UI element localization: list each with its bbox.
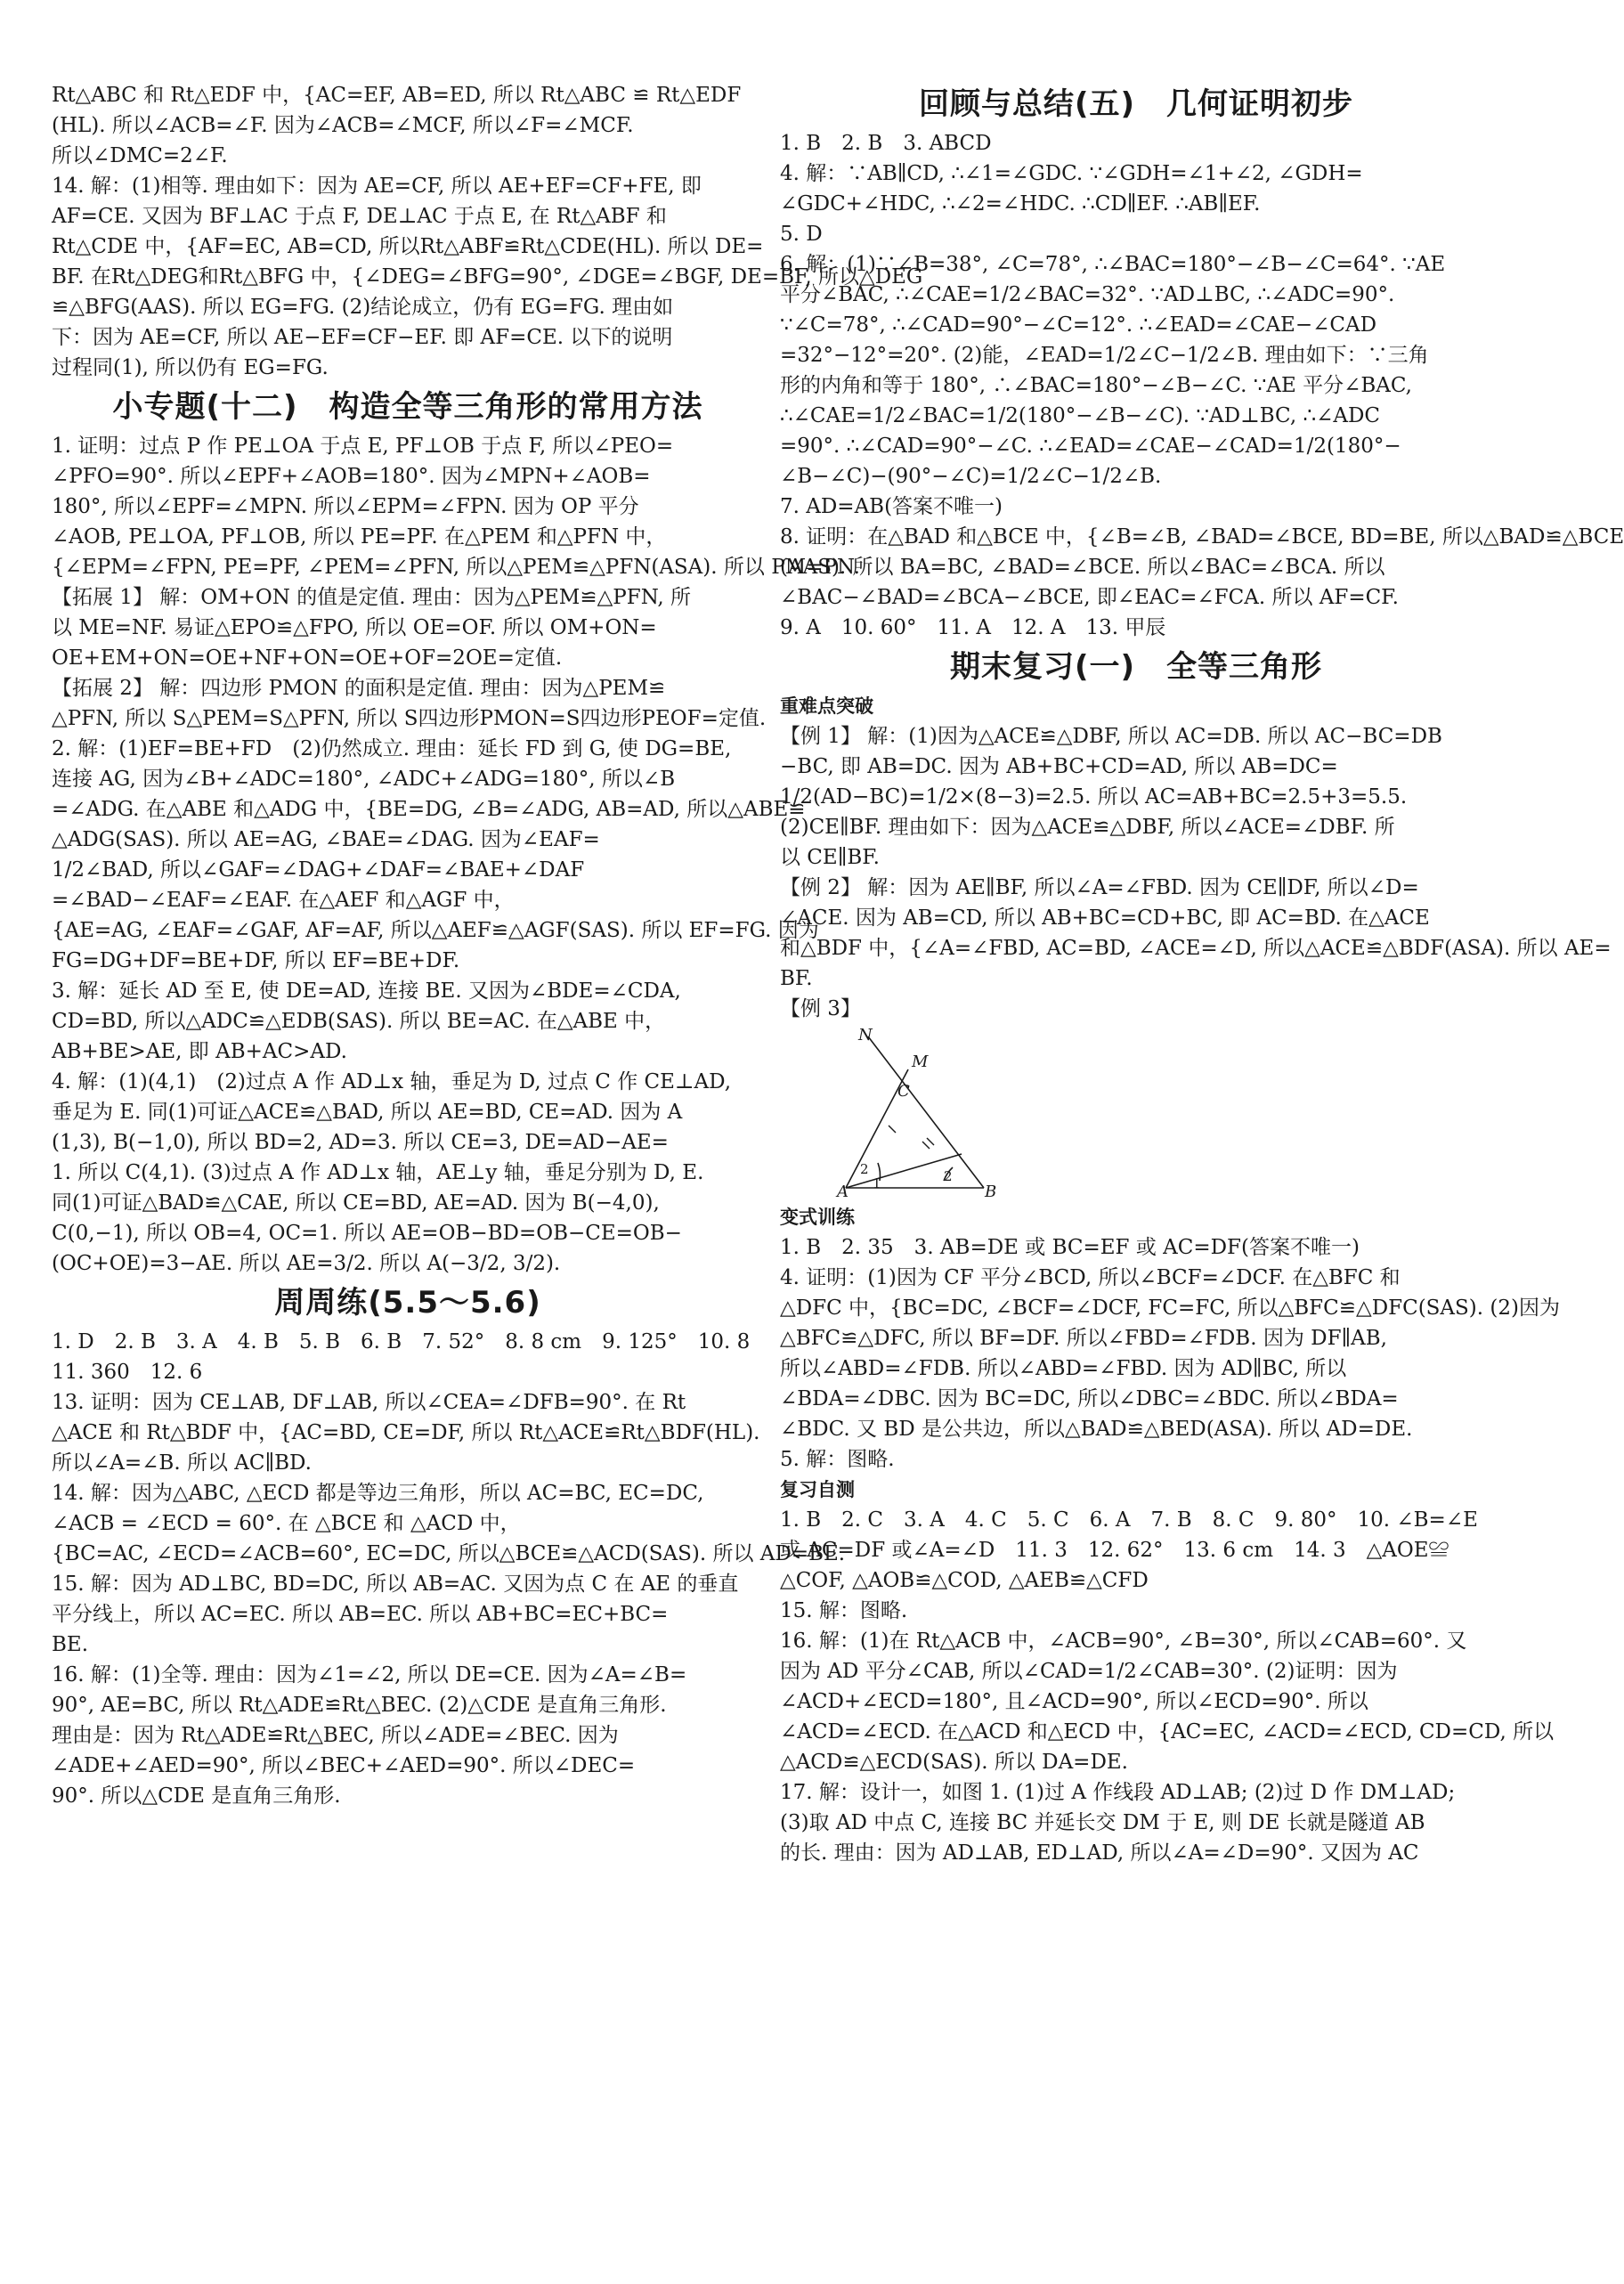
text-line: ∵∠C=78°, ∴∠CAD=90°−∠C=12°. ∴∠EAD=∠CAE−∠CAD	[780, 313, 1377, 337]
text-line: (HL). 所以∠ACB=∠F. 因为∠ACB=∠MCF, 所以∠F=∠MCF.	[52, 114, 634, 137]
text-line: 1. B 2. C 3. A 4. C 5. C 6. A 7. B 8. C 9. 80° 10. ∠B=∠E	[780, 1508, 1478, 1532]
text-line: 180°, 所以∠EPF=∠MPN. 所以∠EPM=∠FPN. 因为 OP 平分	[52, 495, 639, 518]
text-line: 形的内角和等于 180°, ∴∠BAC=180°−∠B−∠C. ∵AE 平分∠BAC,	[780, 374, 1412, 397]
text-line: =90°. ∴∠CAD=90°−∠C. ∴∠EAD=∠CAE−∠CAD=1/2(180°−	[780, 435, 1401, 458]
text-line: −BC, 即 AB=DC. 因为 AB+BC+CD=AD, 所以 AB=DC=	[780, 755, 1338, 778]
text-line: (3)取 AD 中点 C, 连接 BC 并延长交 DM 于 E, 则 DE 长就是隧道 AB	[780, 1811, 1425, 1834]
text-line: ≌△BFG(AAS). 所以 EG=FG. (2)结论成立，仍有 EG=FG. 理由如	[52, 296, 674, 319]
text-line: CD=BD, 所以△ADC≌△EDB(SAS). 所以 BE=AC. 在△ABE 中，	[52, 1010, 666, 1033]
text-line: 16. 解：(1)全等. 理由：因为∠1=∠2, 所以 DE=CE. 因为∠A=∠B=	[52, 1663, 687, 1687]
text-line: 同(1)可证△BAD≌△CAE, 所以 CE=BD, AE=AD. 因为 B(−4,0),	[52, 1191, 660, 1215]
text-line: ∠BAC−∠BAD=∠BCA−∠BCE, 即∠EAC=∠FCA. 所以 AF=CF.	[780, 586, 1399, 609]
text-line: Rt△CDE 中，{AF=EC, AB=CD, 所以Rt△ABF≌Rt△CDE(HL). 所以 DE=	[52, 235, 764, 258]
text-line: 17. 解：设计一，如图 1. (1)过 A 作线段 AD⊥AB; (2)过 D 作 DM⊥AD;	[780, 1781, 1456, 1804]
text-line: 下：因为 AE=CF, 所以 AE−EF=CF−EF. 即 AF=CE. 以下的说明	[52, 326, 673, 349]
text-line: 4. 解：(1)(4,1) (2)过点 A 作 AD⊥x 轴，垂足为 D, 过点 C 作 CE⊥AD,	[52, 1070, 732, 1093]
text-line: 8. 证明：在△BAD 和△BCE 中，{∠B=∠B, ∠BAD=∠BCE, BD=BE, 所以△BAD≌△BCE	[780, 525, 1624, 549]
text-line: △COF, △AOB≌△COD, △AEB≌△CFD	[780, 1569, 1149, 1592]
text-line: ∠ADE+∠AED=90°, 所以∠BEC+∠AED=90°. 所以∠DEC=	[52, 1754, 636, 1777]
text-line: 14. 解：因为△ABC, △ECD 都是等边三角形，所以 AC=BC, EC=DC,	[52, 1482, 704, 1505]
subsection-title: 变式训练	[780, 1207, 855, 1228]
text-line: BE.	[52, 1633, 89, 1656]
text-line: ∠B−∠C)−(90°−∠C)=1/2∠C−1/2∠B.	[780, 465, 1162, 488]
text-line: 所以∠DMC=2∠F.	[52, 144, 228, 167]
text-line: 【拓展 2】 解：四边形 PMON 的面积是定值. 理由：因为△PEM≌	[52, 677, 666, 700]
tick-mark-2	[922, 1142, 930, 1149]
subsection-title: 重难点突破	[780, 695, 873, 717]
section-title: 期末复习(一) 全等三角形	[949, 649, 1323, 685]
text-line: △BFC≌△DFC, 所以 BF=DF. 所以∠FBD=∠FDB. 因为 DF∥AB,	[780, 1327, 1387, 1350]
angle-label-2: 2	[860, 1161, 869, 1177]
text-line: ∠PFO=90°. 所以∠EPF+∠AOB=180°. 因为∠MPN+∠AOB=	[52, 465, 651, 488]
text-line: 以 CE∥BF.	[780, 846, 880, 869]
text-line: 或 AC=DF 或∠A=∠D 11. 3 12. 62° 13. 6 cm 14. 3 △AOE≌	[780, 1539, 1449, 1562]
text-line: {∠EPM=∠FPN, PE=PF, ∠PEM=∠PFN, 所以△PEM≌△PFN(ASA). 所以 PM=PN.	[52, 556, 860, 579]
text-line: AF=CE. 又因为 BF⊥AC 于点 F, DE⊥AC 于点 E, 在 Rt△ABF 和	[52, 205, 667, 228]
text-line: 【拓展 1】 解：OM+ON 的值是定值. 理由：因为△PEM≌△PFN, 所	[52, 586, 692, 609]
text-line: {AE=AG, ∠EAF=∠GAF, AF=AF, 所以△AEF≌△AGF(SAS). 所以 EF=FG. 因为	[52, 919, 819, 942]
text-line: (AAS). 所以 BA=BC, ∠BAD=∠BCE. 所以∠BAC=∠BCA. 所以	[780, 556, 1385, 579]
text-line: Rt△ABC 和 Rt△EDF 中，{AC=EF, AB=ED, 所以 Rt△ABC ≌ Rt△EDF	[52, 84, 742, 107]
text-line: ∠AOB, PE⊥OA, PF⊥OB, 所以 PE=PF. 在△PEM 和△PFN 中，	[52, 525, 667, 549]
text-line: 过程同(1), 所以仍有 EG=FG.	[52, 356, 329, 379]
text-line: 13. 证明：因为 CE⊥AB, DF⊥AB, 所以∠CEA=∠DFB=90°. 在 Rt	[52, 1391, 686, 1414]
text-line: 15. 解：因为 AD⊥BC, BD=DC, 所以 AB=AC. 又因为点 C 在 AE 的垂直	[52, 1573, 739, 1596]
text-line: ∠ACD=∠ECD. 在△ACD 和△ECD 中，{AC=EC, ∠ACD=∠ECD, CD=CD, 所以	[780, 1720, 1555, 1743]
text-line: 1/2∠BAD, 所以∠GAF=∠DAG+∠DAF=∠BAE+∠DAF	[52, 858, 585, 882]
text-line: (2)CE∥BF. 理由如下：因为△ACE≌△DBF, 所以∠ACE=∠DBF. 所	[780, 816, 1395, 839]
text-line: ∠BDA=∠DBC. 因为 BC=DC, 所以∠DBC=∠BDC. 所以∠BDA=	[780, 1387, 1399, 1410]
text-line: 14. 解：(1)相等. 理由如下：因为 AE=CF, 所以 AE+EF=CF+FE, 即	[52, 175, 702, 198]
text-line: 1. D 2. B 3. A 4. B 5. B 6. B 7. 52° 8. 8 cm 9. 125° 10. 8	[52, 1330, 751, 1353]
text-line: AB+BE>AE, 即 AB+AC>AD.	[52, 1040, 347, 1063]
tick-mark-3	[927, 1138, 934, 1145]
text-line: 5. 解：图略.	[780, 1448, 895, 1471]
tick-mark-1	[889, 1126, 896, 1133]
text-line: 1. B 2. 35 3. AB=DE 或 BC=EF 或 AC=DF(答案不唯一)	[780, 1236, 1360, 1259]
text-line: △PFN, 所以 S△PEM=S△PFN, 所以 S四边形PMON=S四边形PEOF=定值.	[52, 707, 767, 730]
text-line: 90°, AE=BC, 所以 Rt△ADE≌Rt△BEC. (2)△CDE 是直角三角形.	[52, 1694, 667, 1717]
text-line: =∠BAD−∠EAF=∠EAF. 在△AEF 和△AGF 中，	[52, 889, 515, 912]
text-line: 所以∠A=∠B. 所以 AC∥BD.	[52, 1451, 312, 1475]
text-line: BF.	[780, 967, 813, 990]
text-line: =∠ADG. 在△ABE 和△ADG 中，{BE=DG, ∠B=∠ADG, AB=AD, 所以△ABE≌	[52, 798, 806, 821]
text-line: OE+EM+ON=OE+NF+ON=OE+OF=2OE=定值.	[52, 646, 563, 670]
text-line: 90°. 所以△CDE 是直角三角形.	[52, 1784, 341, 1808]
text-line: △ACD≌△ECD(SAS). 所以 DA=DE.	[780, 1751, 1128, 1774]
text-line: 16. 解：(1)在 Rt△ACB 中，∠ACB=90°, ∠B=30°, 所以∠CAB=60°. 又	[780, 1630, 1467, 1653]
text-line: ∠GDC+∠HDC, ∴∠2=∠HDC. ∴CD∥EF. ∴AB∥EF.	[780, 192, 1261, 215]
text-line: 6. 解：(1)∵∠B=38°, ∠C=78°, ∴∠BAC=180°−∠B−∠C=64°. ∵AE	[780, 253, 1446, 276]
text-line: ∠BDC. 又 BD 是公共边，所以△BAD≌△BED(ASA). 所以 AD=DE.	[780, 1418, 1413, 1441]
text-line: 所以∠ABD=∠FDB. 所以∠ABD=∠FBD. 因为 AD∥BC, 所以	[780, 1357, 1347, 1380]
text-line: FG=DG+DF=BE+DF, 所以 EF=BE+DF.	[52, 949, 460, 972]
text-line: 9. A 10. 60° 11. A 12. A 13. 甲辰	[780, 616, 1166, 639]
text-line: BF. 在Rt△DEG和Rt△BFG 中，{∠DEG=∠BFG=90°, ∠DGE=∠BGF, DE=BF, 所以△DEG	[52, 265, 923, 289]
text-line: △ACE 和 Rt△BDF 中，{AC=BD, CE=DF, 所以 Rt△ACE≌Rt△BDF(HL).	[52, 1421, 760, 1444]
text-line: (1,3), B(−1,0), 所以 BD=2, AD=3. 所以 CE=3, DE=AD−AE=	[52, 1131, 669, 1154]
text-line: 平分线上，所以 AC=EC. 所以 AB=EC. 所以 AB+BC=EC+BC=	[52, 1603, 669, 1626]
text-line: ∠ACB = ∠ECD = 60°. 在 △BCE 和 △ACD 中，	[52, 1512, 521, 1535]
text-line: 7. AD=AB(答案不唯一)	[780, 495, 1003, 518]
text-line: 理由是：因为 Rt△ADE≌Rt△BEC, 所以∠ADE=∠BEC. 因为	[52, 1724, 619, 1747]
text-line: 以 ME=NF. 易证△EPO≌△FPO, 所以 OE=OF. 所以 OM+ON=	[52, 616, 657, 639]
label-n: N	[858, 1026, 873, 1044]
text-line: 5. D	[780, 223, 823, 246]
label-c: C	[897, 1082, 910, 1101]
text-line: {BC=AC, ∠ECD=∠ACB=60°, EC=DC, 所以△BCE≌△ACD(SAS). 所以 AD=BE.	[52, 1542, 846, 1565]
text-line: 连接 AG, 因为∠B+∠ADC=180°, ∠ADC+∠ADG=180°, 所以∠B	[52, 768, 676, 791]
text-line: 【例 1】 解：(1)因为△ACE≌△DBF, 所以 AC=DB. 所以 AC−BC=DB	[780, 725, 1442, 748]
text-line: 1. 所以 C(4,1). (3)过点 A 作 AD⊥x 轴，AE⊥y 轴，垂足分别为 D, E.	[52, 1161, 704, 1184]
text-line: 11. 360 12. 6	[52, 1361, 203, 1384]
text-line: C(0,−1), 所以 OB=4, OC=1. 所以 AE=OB−BD=OB−CE=OB−	[52, 1222, 682, 1245]
text-line: 1. 证明：过点 P 作 PE⊥OA 于点 E, PF⊥OB 于点 F, 所以∠PEO=	[52, 435, 674, 458]
text-line: (OC+OE)=3−AE. 所以 AE=3/2. 所以 A(−3/2, 3/2).	[52, 1252, 561, 1275]
text-line: ∴∠CAE=1/2∠BAC=1/2(180°−∠B−∠C). ∵AD⊥BC, ∴∠ADC	[780, 404, 1381, 427]
text-line: 1/2(AD−BC)=1/2×(8−3)=2.5. 所以 AC=AB+BC=2.5+3=5.5.	[780, 785, 1408, 809]
text-line: 的长. 理由：因为 AD⊥AB, ED⊥AD, 所以∠A=∠D=90°. 又因为 AC	[780, 1841, 1419, 1865]
text-line: 因为 AD 平分∠CAB, 所以∠CAD=1/2∠CAB=30°. (2)证明：因为	[780, 1660, 1398, 1683]
text-line: ∠ACD+∠ECD=180°, 且∠ACD=90°, 所以∠ECD=90°. 所以	[780, 1690, 1368, 1713]
text-line: 垂足为 E. 同(1)可证△ACE≌△BAD, 所以 AE=BD, CE=AD. 因为 A	[52, 1101, 683, 1124]
section-title: 小专题(十二) 构造全等三角形的常用方法	[112, 389, 703, 425]
label-m: M	[912, 1053, 929, 1071]
text-line: 4. 证明：(1)因为 CF 平分∠BCD, 所以∠BCF=∠DCF. 在△BFC 和	[780, 1266, 1401, 1289]
text-line: 平分∠BAC, ∴∠CAE=1/2∠BAC=32°. ∵AD⊥BC, ∴∠ADC=90°.	[780, 283, 1395, 306]
text-line: 4. 解：∵AB∥CD, ∴∠1=∠GDC. ∵∠GDH=∠1+∠2, ∠GDH=	[780, 162, 1363, 185]
section-title: 回顾与总结(五) 几何证明初步	[918, 86, 1354, 122]
text-line: △ADG(SAS). 所以 AE=AG, ∠BAE=∠DAG. 因为∠EAF=	[52, 828, 600, 851]
text-line: 3. 解：延长 AD 至 E, 使 DE=AD, 连接 BE. 又因为∠BDE=∠CDA,	[52, 979, 681, 1003]
subsection-title: 复习自测	[780, 1479, 855, 1500]
label-b: B	[985, 1183, 997, 1201]
angle-label-2b: 2	[944, 1168, 953, 1184]
text-line: 1. B 2. B 3. ABCD	[780, 132, 992, 155]
right-column	[780, 80, 1624, 1868]
label-a: A	[837, 1183, 849, 1201]
example3-figure	[837, 1026, 997, 1201]
example-label: 【例 3】	[780, 997, 861, 1020]
text-line: ∠ACE. 因为 AB=CD, 所以 AB+BC=CD+BC, 即 AC=BD. 在△ACE	[780, 906, 1430, 930]
section-title: 周周练(5.5～5.6)	[274, 1285, 541, 1321]
text-line: 和△BDF 中，{∠A=∠FBD, AC=BD, ∠ACE=∠D, 所以△ACE≌△BDF(ASA). 所以 AE=	[780, 937, 1612, 960]
text-line: =32°−12°=20°. (2)能，∠EAD=1/2∠C−1/2∠B. 理由如下：∵三角	[780, 344, 1429, 367]
text-line: 15. 解：图略.	[780, 1599, 908, 1622]
angle-label-1: 1	[873, 1175, 881, 1191]
text-line: 【例 2】 解：因为 AE∥BF, 所以∠A=∠FBD. 因为 CE∥DF, 所以∠D=	[780, 876, 1419, 899]
text-line: 2. 解：(1)EF=BE+FD (2)仍然成立. 理由：延长 FD 到 G, 使 DG=BE,	[52, 737, 732, 760]
text-line: △DFC 中，{BC=DC, ∠BCF=∠DCF, FC=FC, 所以△BFC≌△DFC(SAS). (2)因为	[780, 1296, 1560, 1320]
